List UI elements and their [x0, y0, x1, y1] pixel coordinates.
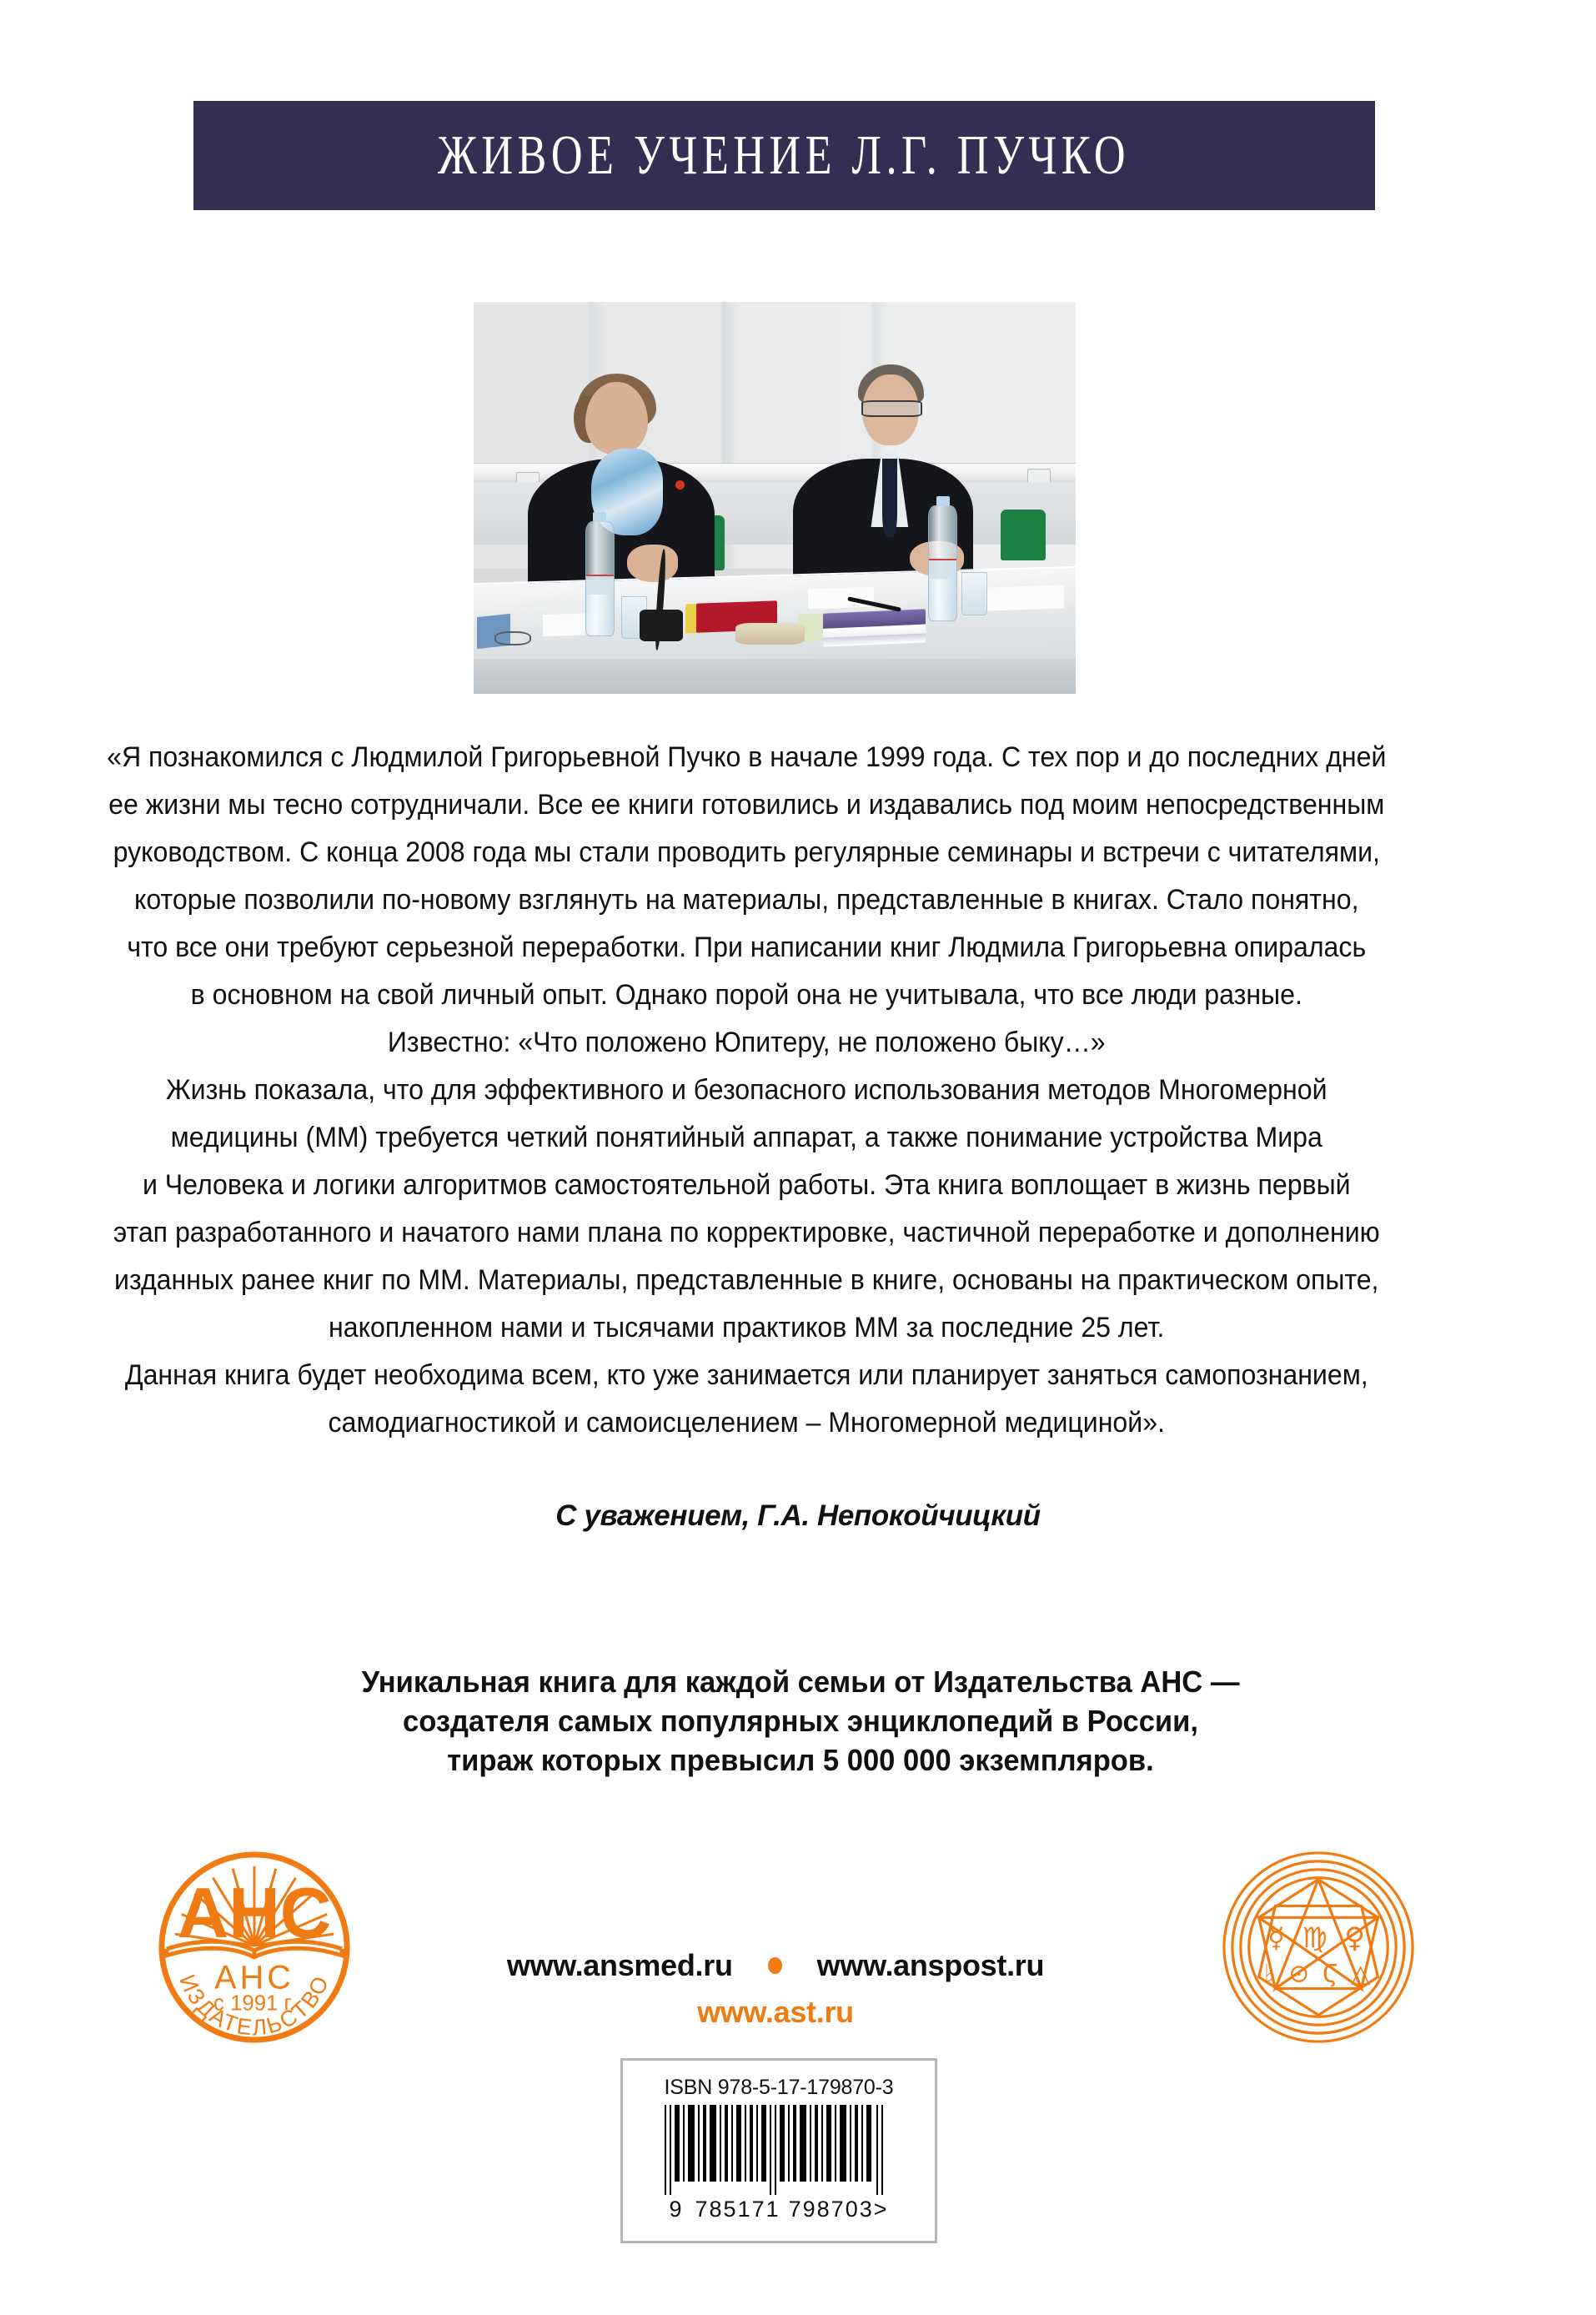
testimonial-line: и Человека и логики алгоритмов самостоятельной работы. Эта книга воплощает в жизнь первый — [142, 1169, 1351, 1201]
promo-line-2: создателя самых популярных энциклопедий в России, — [402, 1704, 1199, 1738]
photo-eyeglasses — [494, 631, 531, 645]
link-ast[interactable]: www.ast.ru — [697, 1995, 854, 2029]
ans-logo-acronym: АНС — [214, 1959, 294, 1996]
photo-paper — [808, 587, 874, 609]
website-links-row — [367, 1948, 1184, 1983]
photo-bottle-cap — [936, 496, 950, 506]
photo-table-front — [474, 659, 1076, 694]
author-photo — [474, 302, 1076, 694]
esoteric-symbols-row-1: ☿ ♍ ♀ — [1267, 1921, 1369, 1954]
barcode-digit-group-left: 9 — [669, 2197, 684, 2222]
esoteric-seal-logo — [1219, 1848, 1418, 2046]
isbn-barcode — [620, 2058, 937, 2243]
testimonial-line: в основном на свой личный опыт. Однако порой она не учитывала, что все люди разные. — [190, 979, 1302, 1011]
testimonial-line: накопленном нами и тысячами практиков ММ за последние 25 лет. — [329, 1312, 1165, 1343]
photo-microphone-base — [640, 610, 683, 641]
barcode-digit-group-mid: 785171 — [695, 2197, 780, 2222]
esoteric-symbols-row-2: ♭ ⊙ Ϛ △ — [1263, 1959, 1373, 1989]
photo-woman-hands — [627, 545, 678, 582]
photo-paper — [986, 585, 1064, 610]
photo-wooden-box — [735, 623, 805, 645]
page-title: ЖИВОЕ УЧЕНИЕ Л.Г. ПУЧКО — [438, 124, 1131, 186]
photo-woman-head — [585, 382, 649, 454]
testimonial-line: которые позволили по-новому взглянуть на материалы, представленные в книгах. Стало понятно, — [134, 884, 1359, 916]
testimonial-line: изданных ранее книг по ММ. Материалы, представленные в книге, основаны на практическом опыте, — [114, 1264, 1379, 1296]
photo-man-tie — [882, 459, 898, 537]
bullet-separator-icon — [768, 1957, 782, 1974]
photo-scene — [474, 302, 1076, 694]
photo-bottle-label — [929, 559, 956, 579]
ans-logo-arc-text: ИЗДАТЕЛЬСТВО — [174, 1971, 334, 2041]
ans-logo-since: с 1991 г. — [213, 1991, 295, 2016]
barcode-bars — [663, 2105, 895, 2195]
isbn-text: ISBN 978-5-17-179870-3 — [664, 2076, 894, 2099]
photo-man-glasses — [861, 400, 922, 417]
testimonial-line: «Я познакомился с Людмилой Григорьевной Пучко в начале 1999 года. С тех пор и до последних дней — [107, 741, 1387, 773]
testimonial-line: руководством. С конца 2008 года мы стали проводить регулярные семинары и встречи с читателями, — [113, 836, 1380, 868]
photo-bottle-cap — [593, 512, 606, 522]
promo-line-1: Уникальная книга для каждой семьи от Издательства АНС — — [361, 1665, 1240, 1699]
barcode-digit-group-right: 798703 — [788, 2197, 874, 2222]
barcode-suffix: > — [873, 2197, 889, 2222]
testimonial-signature: С уважением, Г.А. Непокойчицкий — [555, 1499, 1041, 1532]
photo-water-bottle — [928, 505, 957, 620]
photo-drinking-glass — [961, 572, 987, 615]
link-ansmed[interactable]: www.ansmed.ru — [506, 1948, 733, 1982]
publisher-promo — [240, 1662, 1361, 1780]
photo-water-bottle — [585, 521, 615, 636]
testimonial-text — [63, 734, 1431, 1447]
testimonial-line: ее жизни мы тесно сотрудничали. Все ее книги готовились и издавались под моим непосредственным — [108, 789, 1385, 821]
photo-stacked-books — [823, 610, 926, 647]
barcode-digits — [623, 2197, 935, 2222]
promo-line-3: тираж которых превысил 5 000 000 экземпляров. — [447, 1743, 1154, 1777]
testimonial-line: что все они требуют серьезной переработки. При написании книг Людмила Григорьевна опиралась — [127, 932, 1367, 963]
photo-bottle-label — [586, 575, 614, 595]
photo-chair — [1001, 510, 1046, 560]
testimonial-line: Данная книга будет необходима всем, кто уже занимается или планирует заняться самопознанием, — [124, 1359, 1368, 1391]
testimonial-line: Жизнь показала, что для эффективного и безопасного использования методов Многомерной — [166, 1074, 1327, 1106]
title-banner — [193, 101, 1375, 210]
testimonial-line: медицины (ММ) требуется четкий понятийный аппарат, а также понимание устройства Мира — [170, 1122, 1322, 1153]
testimonial-line: этап разработанного и начатого нами плана по корректировке, частичной переработке и дополнению — [113, 1217, 1380, 1248]
link-anspost[interactable]: www.anspost.ru — [816, 1948, 1045, 1982]
ans-publisher-logo — [155, 1848, 354, 2046]
ans-logo-big-acronym: АНС — [177, 1874, 332, 1954]
testimonial-line: самодиагностикой и самоисцелением – Многомерной медициной». — [328, 1407, 1165, 1439]
testimonial-line: Известно: «Что положено Юпитеру, не положено быку…» — [387, 1027, 1106, 1058]
